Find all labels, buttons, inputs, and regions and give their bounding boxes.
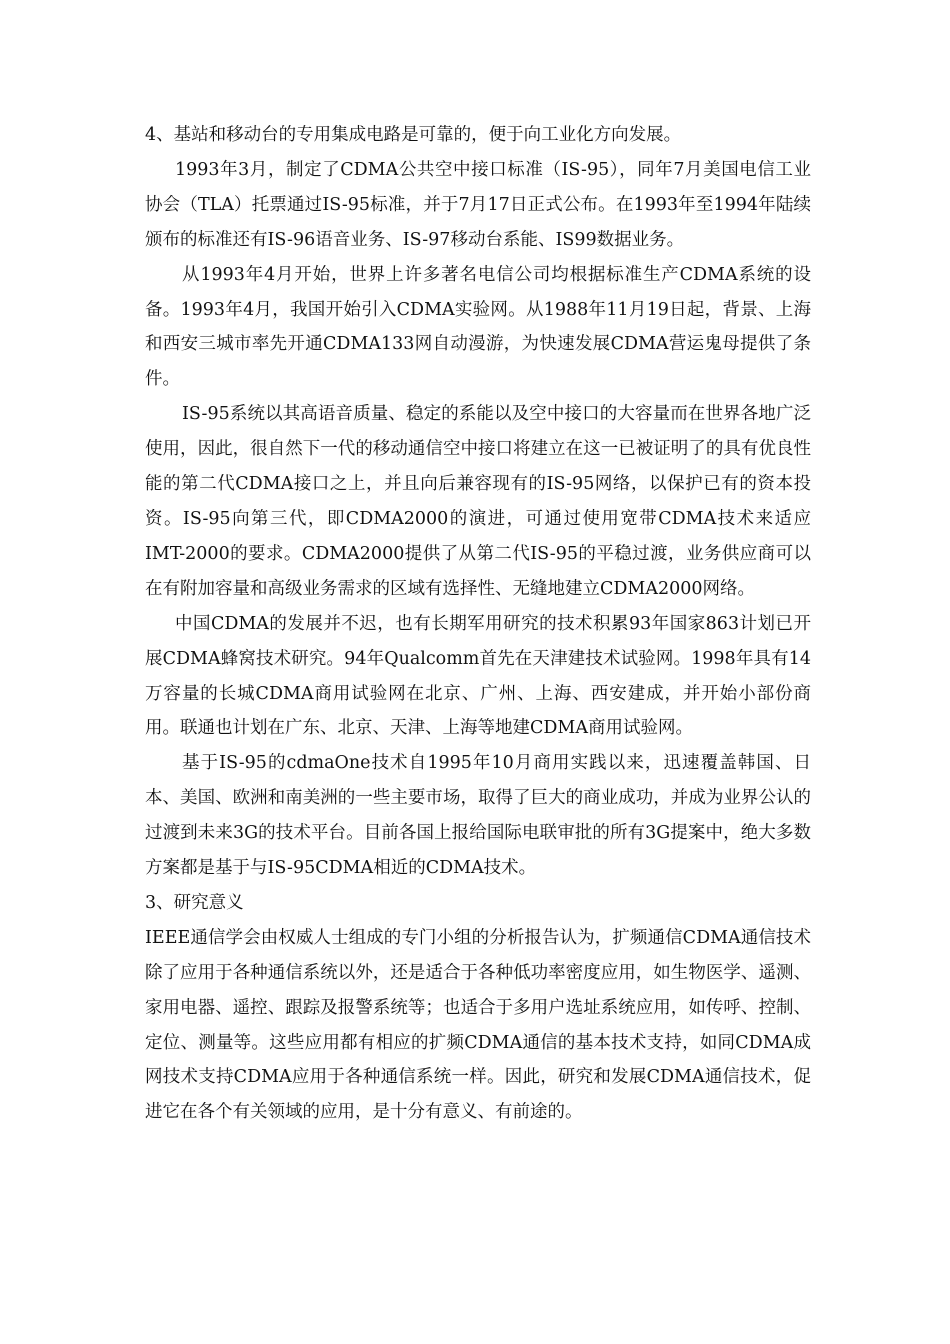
section-heading-research-significance: 3、研究意义 (145, 892, 244, 913)
paragraph-is95-standard: 1993年3月，制定了CDMA公共空中接口标准（IS-95），同年7月美国电信工业协会（TLA）托票通过IS-95标准，并于7月17日正式公布。在1993年至1994年陆续颁布的标准还有IS-96语音业务、IS-97移动台系能、IS99数据业务。 (145, 159, 811, 250)
paragraph-is95-system: IS-95系统以其高语音质量、稳定的系能以及空中接口的大容量而在世界各地广泛使用，因此，很自然下一代的移动通信空中接口将建立在这一已被证明了的具有优良性能的第二代CDMA接口之上，并且向后兼容现有的IS-95网络，以保护已有的资本投资。IS-95向第三代，即CDMA2000的演进，可通过使用宽带CDMA技术来适应IMT-2000的要求。CDMA2000提供了从第二代IS-95的平稳过渡，业务供应商可以在有附加容量和高级业务需求的区域有选择性、无缝地建立CDMA2000网络。 (145, 404, 811, 599)
paragraph-cdmaone: 基于IS-95的cdmaOne技术自1995年10月商用实践以来，迅速覆盖韩国、日本、美国、欧洲和南美洲的一些主要市场，取得了巨大的商业成功，并成为业界公认的过渡到未来3G的技术平台。目前各国上报给国际电联审批的所有3G提案中，绝大多数方案都是基于与IS-95CDMA相近的CDMA技术。 (145, 753, 811, 879)
paragraph-research-significance: IEEE通信学会由权威人士组成的专门小组的分析报告认为，扩频通信CDMA通信技术除了应用于各种通信系统以外，还是适合于各种低功率密度应用，如生物医学、遥测、家用电器、遥控、跟踪及报警系统等；也适合于多用户选址系统应用，如传呼、控制、定位、测量等。这些应用都有相应的扩频CDMA通信的基本技术支持，如同CDMA成网技术支持CDMA应用于各种通信系统一样。因此，研究和发展CDMA通信技术，促进它在各个有关领域的应用，是十分有意义、有前途的。 (145, 927, 811, 1123)
list-item-point-4: 4、基站和移动台的专用集成电路是可靠的，便于向工业化方向发展。 (145, 125, 682, 145)
paragraph-1993-april: 从1993年4月开始，世界上许多著名电信公司均根据标准生产CDMA系统的设备。1993年4月，我国开始引入CDMA实验网。从1988年11月19日起，背景、上海和西安三城市率先开通CDMA133网自动漫游，为快速发展CDMA营运鬼母提供了条件。 (145, 264, 811, 390)
document-body (145, 118, 811, 1130)
paragraph-china-cdma: 中国CDMA的发展并不迟，也有长期军用研究的技术积累93年国家863计划已开展CDMA蜂窝技术研究。94年Qualcomm首先在天津建技术试验网。1998年具有14万容量的长城CDMA商用试验网在北京、广州、上海、西安建成，并开始小部份商用。联通也计划在广东、北京、天津、上海等地建CDMA商用试验网。 (145, 613, 811, 739)
